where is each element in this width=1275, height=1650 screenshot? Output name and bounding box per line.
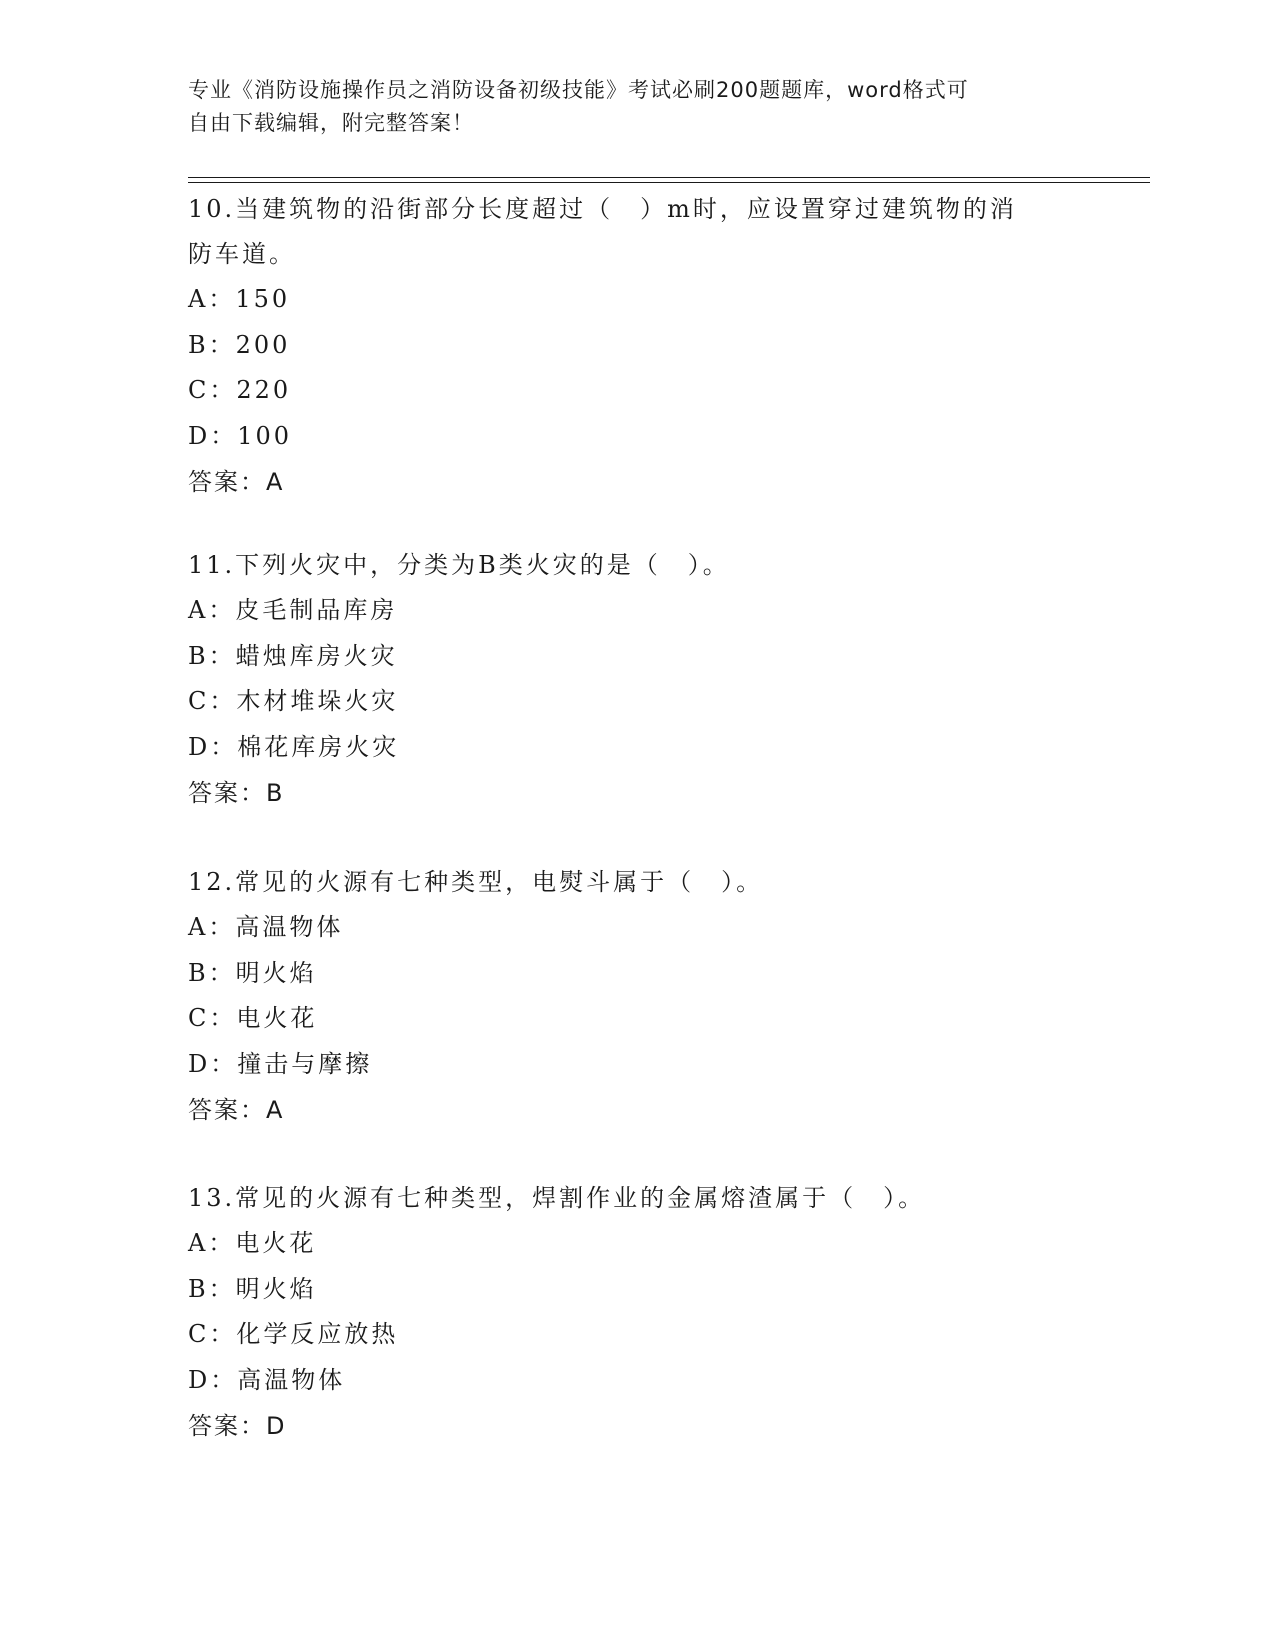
answer-value: A [266, 1096, 285, 1124]
answer-label: 答案： [188, 1412, 266, 1440]
answer-value: B [266, 779, 285, 807]
answer [188, 1087, 1068, 1133]
option-a: A：皮毛制品库房 [188, 596, 398, 624]
option-c: C：电火花 [188, 1004, 318, 1032]
option-a: A：150 [188, 285, 291, 313]
option-c: C：220 [188, 376, 292, 404]
document-header [188, 74, 1068, 140]
header-line-2: 自由下载编辑，附完整答案！ [188, 111, 474, 135]
answer-value: A [266, 468, 285, 496]
option-a: A：高温物体 [188, 913, 344, 941]
option-c: C：化学反应放热 [188, 1320, 399, 1348]
question-10 [188, 187, 1068, 505]
answer [188, 459, 1068, 505]
answer-label: 答案： [188, 468, 266, 496]
question-13 [188, 1176, 1068, 1449]
option-a: A：电火花 [188, 1229, 317, 1257]
answer-value: D [266, 1412, 287, 1440]
option-b: B：200 [188, 330, 291, 359]
question-stem: 13.常见的火源有七种类型，焊割作业的金属熔渣属于（ ）。 [188, 1184, 926, 1212]
question-stem: 11.下列火灾中，分类为B类火灾的是（ ）。 [188, 551, 730, 579]
option-b: B：明火焰 [188, 958, 317, 987]
option-d: D：高温物体 [188, 1365, 346, 1394]
question-12 [188, 860, 1068, 1133]
header-divider-bottom [188, 182, 1150, 183]
answer-label: 答案： [188, 779, 266, 807]
question-11 [188, 543, 1068, 816]
answer [188, 770, 1068, 816]
option-d: D：撞击与摩擦 [188, 1049, 373, 1078]
question-stem: 12.常见的火源有七种类型，电熨斗属于（ ）。 [188, 868, 764, 896]
option-b: B：明火焰 [188, 1274, 317, 1303]
answer [188, 1403, 1068, 1449]
question-stem: 10.当建筑物的沿街部分长度超过（ ）m时，应设置穿过建筑物的消 [188, 195, 1017, 223]
option-d: D：棉花库房火灾 [188, 732, 400, 761]
option-b: B：蜡烛库房火灾 [188, 641, 398, 670]
question-stem-continued: 防车道。 [188, 240, 296, 268]
header-divider-top [188, 177, 1150, 178]
answer-label: 答案： [188, 1096, 266, 1124]
option-d: D：100 [188, 421, 293, 450]
header-line-1: 专业《消防设施操作员之消防设备初级技能》考试必刷200题题库，word格式可 [188, 78, 969, 102]
option-c: C：木材堆垛火灾 [188, 687, 399, 715]
